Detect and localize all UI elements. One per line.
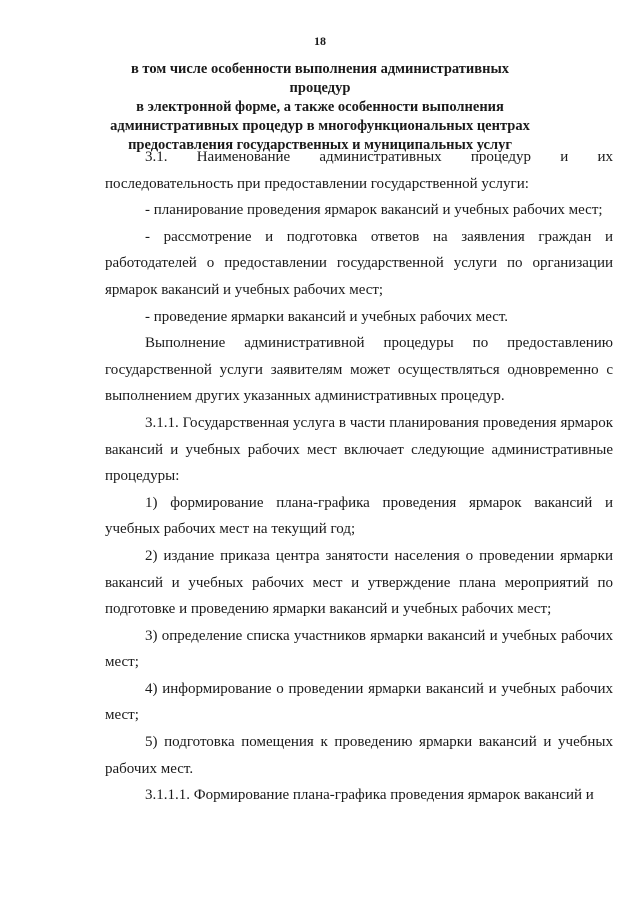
paragraph: Выполнение административной процедуры по предоставлению государственной услуги заявителям может осуществляться одновременно с выполнением других указанных административных процедур. xyxy=(105,335,613,405)
heading-line: административных процедур в многофункциональных центрах xyxy=(110,118,530,134)
section-heading xyxy=(110,60,530,155)
list-item: 2) издание приказа центра занятости населения о проведении ярмарки вакансий и учебных рабочих мест и утверждение плана мероприятий по подготовке и проведению ярмарки вакансий и учебных рабочих мест; xyxy=(105,547,613,618)
heading-line: предоставления государственных и муниципальных услуг xyxy=(128,137,512,153)
list-item: - проведение ярмарки вакансий и учебных рабочих мест. xyxy=(145,308,509,325)
list-item: 3) определение списка участников ярмарки вакансий и учебных рабочих мест; xyxy=(105,627,613,671)
list-item: - планирование проведения ярмарок вакансий и учебных рабочих мест; xyxy=(145,202,603,219)
page-number: 18 xyxy=(314,34,326,48)
paragraph-3-1: 3.1. Наименование административных процедур и их последовательность при предоставлении государственной услуги: xyxy=(105,149,613,192)
paragraph-3-1-1: 3.1.1. Государственная услуга в части планирования проведения ярмарок вакансий и учебных рабочих мест включает следующие административные процедуры: xyxy=(105,414,613,485)
list-item: - рассмотрение и подготовка ответов на заявления граждан и работодателей о предоставлении государственной услуги по организации ярмарок вакансий и учебных рабочих мест; xyxy=(105,228,613,298)
list-item: 1) формирование плана-графика проведения ярмарок вакансий и учебных рабочих мест на текущий год; xyxy=(105,494,613,538)
paragraph-3-1-1-1: 3.1.1.1. Формирование плана-графика проведения ярмарок вакансий и xyxy=(145,787,594,804)
heading-line: в том числе особенности выполнения административных процедур xyxy=(130,61,510,96)
list-item: 4) информирование о проведении ярмарки вакансий и учебных рабочих мест; xyxy=(105,680,613,724)
heading-line: в электронной форме, а также особенности выполнения xyxy=(136,99,504,115)
document-body xyxy=(105,144,613,809)
list-item: 5) подготовка помещения к проведению ярмарки вакансий и учебных рабочих мест. xyxy=(105,734,613,777)
